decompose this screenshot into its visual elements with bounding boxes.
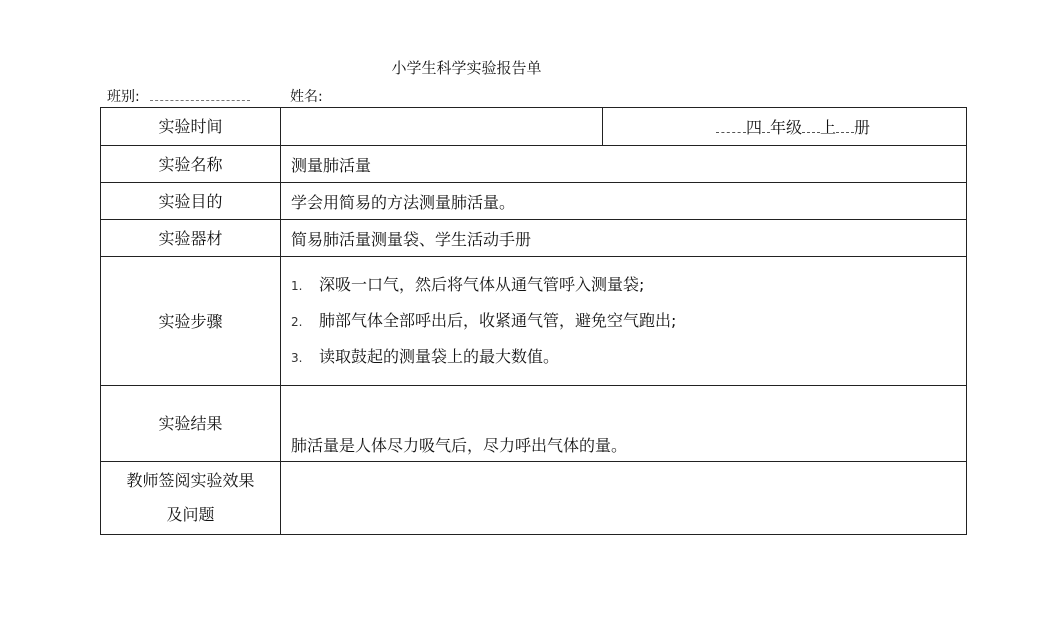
class-field (107, 86, 250, 106)
steps-label: 实验步骤 (101, 257, 281, 386)
step-number: 1. (291, 279, 303, 293)
steps-cell (281, 257, 967, 386)
experiment-name-value: 测量肺活量 (281, 146, 967, 183)
step-text: 深吸一口气，然后将气体从通气管呼入测量袋; (319, 275, 645, 294)
term-blank-2 (836, 120, 854, 133)
row-result (101, 386, 967, 462)
steps-list (291, 267, 966, 375)
review-label (101, 462, 281, 535)
row-experiment-name (101, 146, 967, 183)
result-label: 实验结果 (101, 386, 281, 462)
purpose-value: 学会用简易的方法测量肺活量。 (281, 183, 967, 220)
equipment-label: 实验器材 (101, 220, 281, 257)
grade-suffix: 年级 (769, 118, 802, 137)
grade-value: 四 (745, 118, 762, 137)
name-field (290, 86, 323, 106)
purpose-label: 实验目的 (101, 183, 281, 220)
row-steps (101, 257, 967, 386)
step-text: 读取鼓起的测量袋上的最大数值。 (319, 347, 560, 366)
row-time (101, 108, 967, 146)
step-text: 肺部气体全部呼出后，收紧通气管，避免空气跑出; (319, 311, 677, 330)
class-blank[interactable] (150, 90, 250, 101)
grade-cell (603, 108, 967, 146)
row-equipment (101, 220, 967, 257)
row-purpose (101, 183, 967, 220)
list-item (291, 303, 966, 339)
row-teacher-review (101, 462, 967, 535)
time-label: 实验时间 (101, 108, 281, 146)
term-blank-1 (802, 120, 820, 133)
time-value[interactable] (281, 108, 603, 146)
review-value[interactable] (281, 462, 967, 535)
list-item (291, 267, 966, 303)
grade-blank-1 (716, 120, 746, 133)
experiment-name-label: 实验名称 (101, 146, 281, 183)
result-value: 肺活量是人体尽力吸气后，尽力呼出气体的量。 (281, 386, 967, 462)
name-label: 姓名: (290, 89, 323, 105)
class-label: 班别: (107, 89, 140, 105)
review-label-line-1: 教师签阅实验效果 (126, 471, 255, 490)
step-number: 2. (291, 315, 303, 329)
list-item (291, 339, 966, 375)
step-number: 3. (291, 351, 303, 365)
term-value: 上 (819, 118, 836, 137)
report-table (100, 107, 967, 535)
equipment-value: 简易肺活量测量袋、学生活动手册 (281, 220, 967, 257)
review-label-line-2: 及问题 (166, 505, 215, 524)
term-suffix: 册 (853, 118, 870, 137)
grade-blank-2 (762, 120, 770, 133)
page-title: 小学生科学实验报告单 (391, 59, 542, 77)
